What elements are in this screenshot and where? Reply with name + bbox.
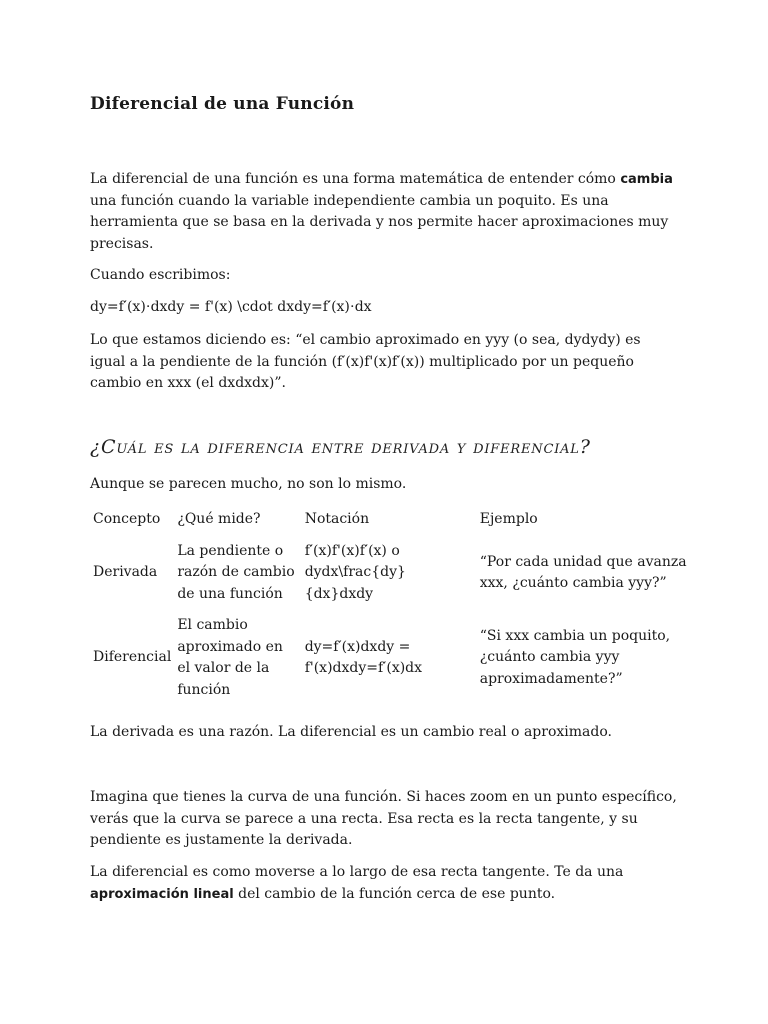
table-row (90, 534, 690, 612)
intro-bold-word: cambia (620, 172, 673, 187)
table-cell: “Por cada unidad que avanza xxx, ¿cuánto cambia yyy?” (479, 553, 687, 591)
tangent-text-start: La diferencial es como moverse a lo largo de esa recta tangente. Te da una (90, 864, 624, 880)
table-header-row (90, 506, 690, 534)
table-header-cell: Concepto (93, 511, 161, 528)
when-writing-line: Cuando escribimos: (90, 267, 231, 283)
table-cell: El cambio aproximado en el valor de la función (177, 617, 283, 698)
table-cell: “Si xxx cambia un poquito, ¿cuánto cambia yyy aproximadamente?” (479, 627, 671, 687)
section-heading: ¿Cuál es la diferencia entre derivada y diferencial? (90, 436, 591, 458)
document-title: Diferencial de una Función (90, 94, 355, 114)
intro-text-end: una función cuando la variable independiente cambia un poquito. Es una herramienta que se basa en la derivada y nos permite hacer aproximaciones muy precisas. (90, 192, 669, 252)
tangent-text-end: del cambio de la función cerca de ese punto. (233, 885, 556, 902)
table-cell: Diferencial (93, 649, 172, 666)
similar-line: Aunque se parecen mucho, no son lo mismo. (90, 476, 407, 492)
formula-line: dy=f′(x)⋅dxdy = f'(x) \cdot dxdy=f′(x)⋅dx (90, 299, 372, 315)
table-header-cell: Notación (304, 511, 370, 528)
table-header-cell: Ejemplo (479, 511, 538, 528)
table-cell: f′(x)f'(x)f′(x) o dydx\frac{dy}{dx}dxdy (304, 542, 406, 602)
table-cell: dy=f′(x)dxdy = f'(x)dxdy=f′(x)dx (304, 638, 423, 676)
intro-paragraph (90, 169, 680, 255)
meaning-paragraph: Lo que estamos diciendo es: “el cambio aproximado en yyy (o sea, dydydy) es igual a la pendiente de la función (f′(x)f'(x)f′(x)) multiplicado por un pequeño cambio en xxx (el dxdxdx)”. (90, 332, 641, 391)
table-header-cell: ¿Qué mide? (177, 511, 261, 528)
tangent-paragraph (90, 862, 680, 905)
summary-line: La derivada es una razón. La diferencial es un cambio real o aproximado. (90, 724, 612, 740)
table-row (90, 612, 690, 704)
table-cell: La pendiente o razón de cambio de una función (177, 542, 295, 602)
imagine-paragraph: Imagina que tienes la curva de una función. Si haces zoom en un punto específico, verás que la curva se parece a una recta. Esa recta es la recta tangente, y su pendiente es justamente la derivada. (90, 789, 677, 848)
tangent-bold-phrase: aproximación lineal (90, 886, 234, 902)
comparison-table (90, 506, 690, 704)
intro-text-start: La diferencial de una función es una forma matemática de entender cómo (90, 171, 621, 187)
table-cell: Derivada (93, 564, 158, 581)
